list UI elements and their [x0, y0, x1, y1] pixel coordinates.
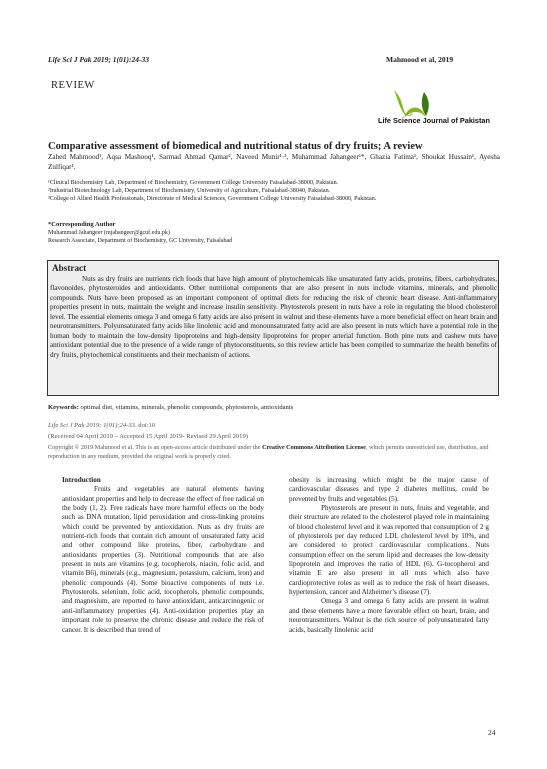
- keywords-label: Keywords:: [48, 404, 79, 411]
- article-dates: (Received 04 April 2019 – Accepted 15 April 2019- Revised 29 April 2019): [48, 433, 248, 440]
- keywords-text: optimal diet, vitamins, minerals, phenolic compounds, phytosterols, antioxidants: [80, 404, 294, 411]
- copyright-pre: Copyright © 2019 Mahmood et al. This is an open-access article distributed under the: [48, 444, 263, 451]
- body-column-right: [289, 476, 489, 635]
- body-paragraph: Phytosterols are present in nuts, fruits and vegetable, and their structure are related to the cholesterol played role in maintaining of blood cholesterol level and it was reported that consumption of 2 g of phytosterols per day reduced LDL cholesterol level by 10%, and are considered to protect cardiovascular complications. Nuts consumption effect on the serum lipid and decreases the low-density lipoprotein and improves the ratio of HDL (6). G-tocopherol and vitamin E are also present in all nuts which also have cardioprotective roles as well as to reduce the risk of heart diseases, hypertension, cancer and Alzheimer’s disease (7).: [289, 504, 489, 597]
- affiliation-2: ²Industrial Biotechnology Lab, Department of Biochemistry, University of Agriculture, Faisalabad-38040, Pakistan.: [48, 188, 331, 194]
- article-title: Comparative assessment of biomedical and nutritional status of dry fruits; A review: [48, 141, 423, 152]
- page-number: 24: [488, 728, 496, 737]
- body-column-left: [62, 476, 264, 635]
- citation-line: [48, 422, 155, 429]
- body-paragraph: Omega 3 and omega 6 fatty acids are present in walnut and these elements have a more favorable effect on heart, brain, and neurotransmitters. Walnut is the rich source of polyunsaturated fatty acids, basically linolenic acid: [289, 597, 489, 634]
- abstract-heading: Abstract: [52, 263, 87, 273]
- citation-ref: Life Sci J Pak 2019; 1(01):24-33: [48, 422, 135, 429]
- author-reference: Mahmood et al, 2019: [386, 55, 454, 64]
- corresponding-role: Research Associate, Department of Biochemistry, GC University, Faisalabad: [48, 238, 233, 244]
- affiliation-1: ¹Clinical Biochemistry Lab, Department of Biochemistry, Government College University Faisalabad-38000, Pakistan.: [48, 180, 339, 186]
- copyright-notice: [48, 443, 503, 461]
- abstract-text: Nuts as dry fruits are nutrients rich foods that have high amount of phytochemicals like unsaturated fatty acids, proteins, fibers, carbohydrates, flavonoides, phytosteroides and antioxidants. Other nutritional components that are also present in nuts include vitamins, minerals, and phenolic compounds. Nuts have been proposed as an important component of optimal diets for reducing the risk of chronic heart disease. Anti-inflammatory properties present in nuts, maintain the weight and increase insulin sensitivity. Phytosterols present in nuts have a role in regulating the blood cholesterol level. The essential elements omega 3 and omega 6 fatty acids are also present in walnut and these elements have a more beneficial effect on heart brain and neurotransmitters. Polyunsaturated fatty acids like linolenic acid and monounsaturated fatty acid are also present in nuts which have a potential role in the human body to maintain the low-density lipoproteins and high-density lipoproteins for proper arterial function. Both pine nuts and cashew nuts have antioxidant potential due to the presence of a wide range of phytoconstituents, so this review article has been compiled to summarize the health benefits of dry fruits, phytochemical constituents and their mechanism of actions.: [50, 275, 497, 359]
- body-paragraph: obesity is increasing which might be the major cause of cardiovascular diseases and type 2 diabetes mellitus, could be prevented by fruits and vegetables (5).: [289, 476, 489, 503]
- journal-reference: Life Sci J Pak 2019; 1(01):24-33: [48, 55, 150, 64]
- introduction-heading: Introduction: [62, 476, 101, 484]
- keywords: [48, 404, 293, 411]
- copyright-post: , which permits unrestricted use, distribution, and reproduction in any medium, provided the original work is properly cited.: [48, 444, 489, 460]
- corresponding-name: Muhammad Jahangeer (mjahangeer@gcuf.edu.pk): [48, 230, 170, 236]
- corresponding-heading: *Corresponding Author: [48, 221, 116, 228]
- citation-doi: . doi:10: [134, 422, 156, 429]
- author-list: Zahed Mahmood¹, Aqsa Mashooq¹, Sarmad Ahmad Qamar², Naveed Munir¹·³, Muhammad Jahangeer¹*, Ghazia Fatima¹, Shoukat Hussain¹, Ayesha Zulfiqar¹.: [48, 153, 500, 171]
- journal-name: Life Science Journal of Pakistan: [378, 116, 490, 125]
- license-link[interactable]: Creative Commons Attribution License: [262, 444, 366, 451]
- section-label: REVIEW: [51, 80, 95, 91]
- logo-mark-text: LSJP: [405, 113, 413, 117]
- affiliation-3: ³College of Allied Health Professionals, Directorate of Medical Sciences, Government College University Faisalabad-38000, Pakistan.: [48, 196, 377, 202]
- body-paragraph: Fruits and vegetables are natural elements having antioxidant properties and help to decrease the effect of free radical on the body (1, 2). Free radicals have more harmful effects on the body such as DNA mutation, lipid peroxidation and cross-linking proteins which could be prevented by antioxidation. Nuts as dry fruits are nutrient-rich foods that contain rich amount of unsaturated fatty acid and other compound like proteins, fiber, carbohydrate and antioxidants properties (3). Nutritional compounds that are also present in nuts are vitamins (e.g. tocopherols, niacin, folic acid, and vitamin B6), minerals (e.g., magnesium, potassium, calcium, iron) and phenolic compounds (4). Some bioactive components of nuts i.e. Phytosterols, selenium, folic acid, tocopherols, phenolic compounds, and magnesium, are reported to have antioxidant, anticarcinogenic or anti-inflammatory properties (4). Anti-oxidation properties play an important role to preserve the chronic disease and reduce the risk of cancer. It is described that trend of: [62, 485, 264, 634]
